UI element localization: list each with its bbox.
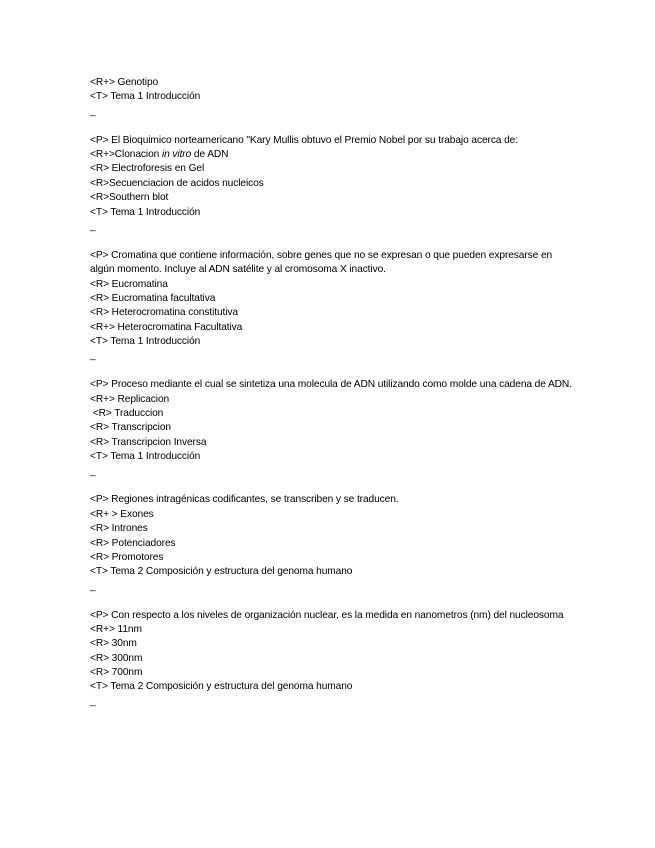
question-block	[90, 378, 595, 479]
option-line: <R> Traduccion	[90, 408, 164, 420]
question-text: <P> Con respecto a los niveles de organización nuclear, es la medida en nanometros (nm) del nucleosoma	[90, 609, 564, 621]
option-line: <R> 30nm	[90, 638, 137, 650]
question-block	[90, 249, 595, 364]
option-line: <R>Secuenciacion de acidos nucleicos	[90, 177, 264, 189]
question-text: <P> Proceso mediante el cual se sintetiza una molecula de ADN utilizando como molde una cadena de ADN.	[90, 379, 572, 391]
option-line: <R> Potenciadores	[90, 537, 176, 549]
option-line: <R> Promotores	[90, 551, 164, 563]
separator: _	[90, 695, 96, 707]
separator: _	[90, 220, 96, 232]
option-line: <R> Transcripcion	[90, 422, 171, 434]
topic-line: <T> Tema 1 Introducción	[90, 91, 201, 103]
option-line: <R> 300nm	[90, 652, 143, 664]
option-prefix: <R+>Clonacion	[90, 148, 162, 160]
option-line: <R> Electroforesis en Gel	[90, 163, 205, 175]
question-block	[90, 134, 595, 235]
separator: _	[90, 350, 96, 362]
option-line: <R> Heterocromatina constitutiva	[90, 307, 238, 319]
option-line	[90, 148, 595, 162]
topic-line: <T> Tema 2 Composición y estructura del genoma humano	[90, 566, 353, 578]
option-line: <R> Intrones	[90, 523, 148, 535]
option-italic: in vitro	[161, 148, 192, 160]
answer-line: <R+> Genotipo	[90, 77, 159, 88]
option-line: <R+> Heterocromatina Facultativa	[90, 321, 243, 333]
option-line: <R> Transcripcion Inversa	[90, 436, 207, 448]
topic-line: <T> Tema 1 Introducción	[90, 451, 201, 463]
topic-line: <T> Tema 2 Composición y estructura del genoma humano	[90, 681, 353, 693]
option-line: <R+ > Exones	[90, 508, 154, 520]
option-line: <R>Southern blot	[90, 192, 169, 204]
option-line: <R> Eucromatina	[90, 278, 168, 290]
option-line: <R+> 11nm	[90, 623, 142, 635]
question-text: <P> El Bioquimico norteamericano "Kary Mullis obtuvo el Premio Nobel por su trabajo acerca de:	[90, 134, 518, 146]
separator: _	[90, 465, 96, 477]
separator: _	[90, 105, 96, 117]
separator: _	[90, 580, 96, 592]
option-line: <R+> Replicacion	[90, 393, 170, 405]
topic-line: <T> Tema 1 Introducción	[90, 336, 201, 348]
question-block	[90, 609, 595, 710]
question-text: <P> Regiones intragénicas codificantes, se transcriben y se traducen.	[90, 494, 399, 506]
option-line: <R> Eucromatina facultativa	[90, 292, 216, 304]
question-block	[90, 493, 595, 594]
question-block	[90, 76, 595, 119]
question-text: <P> Cromatina que contiene información, sobre genes que no se expresan o que pueden expresarse en algún momento. Incluye al ADN satélite y al cromosoma X inactivo.	[90, 249, 553, 276]
option-line: <R> 700nm	[90, 667, 143, 679]
topic-line: <T> Tema 1 Introducción	[90, 206, 201, 218]
option-suffix: de ADN	[191, 148, 229, 160]
